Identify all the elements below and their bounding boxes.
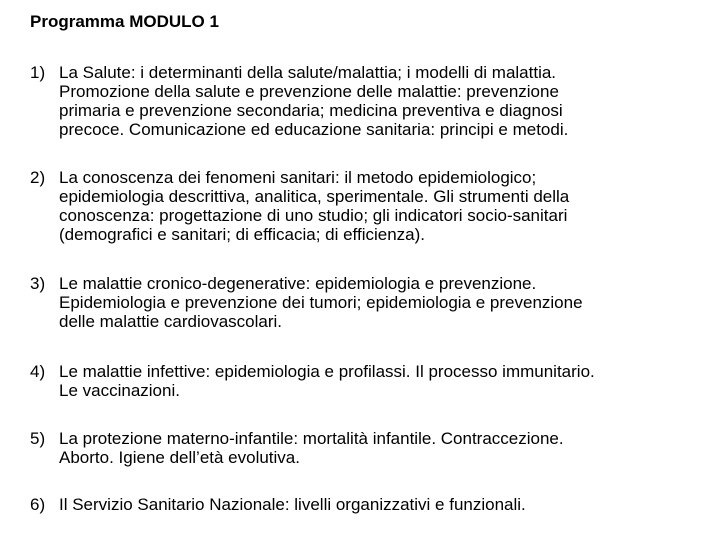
list-item xyxy=(30,429,700,467)
list-item xyxy=(30,168,700,244)
item-line: La Salute: i determinanti della salute/malattia; i modelli di malattia. xyxy=(59,63,557,82)
item-line: epidemiologia descrittiva, analitica, sperimentale. Gli strumenti della xyxy=(59,187,570,206)
item-line: (demografici e sanitari; di efficacia; di efficienza). xyxy=(59,225,425,244)
item-number: 2) xyxy=(30,168,46,187)
list-item xyxy=(30,63,700,139)
item-number: 6) xyxy=(30,495,46,514)
item-line: Le malattie infettive: epidemiologia e profilassi. Il processo immunitario. xyxy=(59,362,595,381)
item-line: Le vaccinazioni. xyxy=(59,381,180,400)
item-line: precoce. Comunicazione ed educazione sanitaria: principi e metodi. xyxy=(59,120,569,139)
item-line: primaria e prevenzione secondaria; medicina preventiva e diagnosi xyxy=(59,101,563,120)
item-number: 1) xyxy=(30,63,46,82)
item-line: conoscenza: progettazione di uno studio; gli indicatori socio-sanitari xyxy=(59,206,568,225)
list-item xyxy=(30,495,700,514)
item-line: La protezione materno-infantile: mortalità infantile. Contraccezione. xyxy=(59,429,564,448)
list-item xyxy=(30,274,700,331)
item-line: La conoscenza dei fenomeni sanitari: il metodo epidemiologico; xyxy=(59,168,537,187)
item-line: Aborto. Igiene dell’età evolutiva. xyxy=(59,448,300,467)
item-number: 4) xyxy=(30,362,46,381)
list-item xyxy=(30,362,700,400)
item-line: Promozione della salute e prevenzione delle malattie: prevenzione xyxy=(59,82,559,101)
item-line: delle malattie cardiovascolari. xyxy=(59,312,282,331)
item-number: 5) xyxy=(30,429,46,448)
page-title: Programma MODULO 1 xyxy=(30,12,219,31)
item-line: Le malattie cronico-degenerative: epidemiologia e prevenzione. xyxy=(59,274,537,293)
item-line: Il Servizio Sanitario Nazionale: livelli organizzativi e funzionali. xyxy=(59,495,526,514)
item-number: 3) xyxy=(30,274,46,293)
item-line: Epidemiologia e prevenzione dei tumori; epidemiologia e prevenzione xyxy=(59,293,583,312)
